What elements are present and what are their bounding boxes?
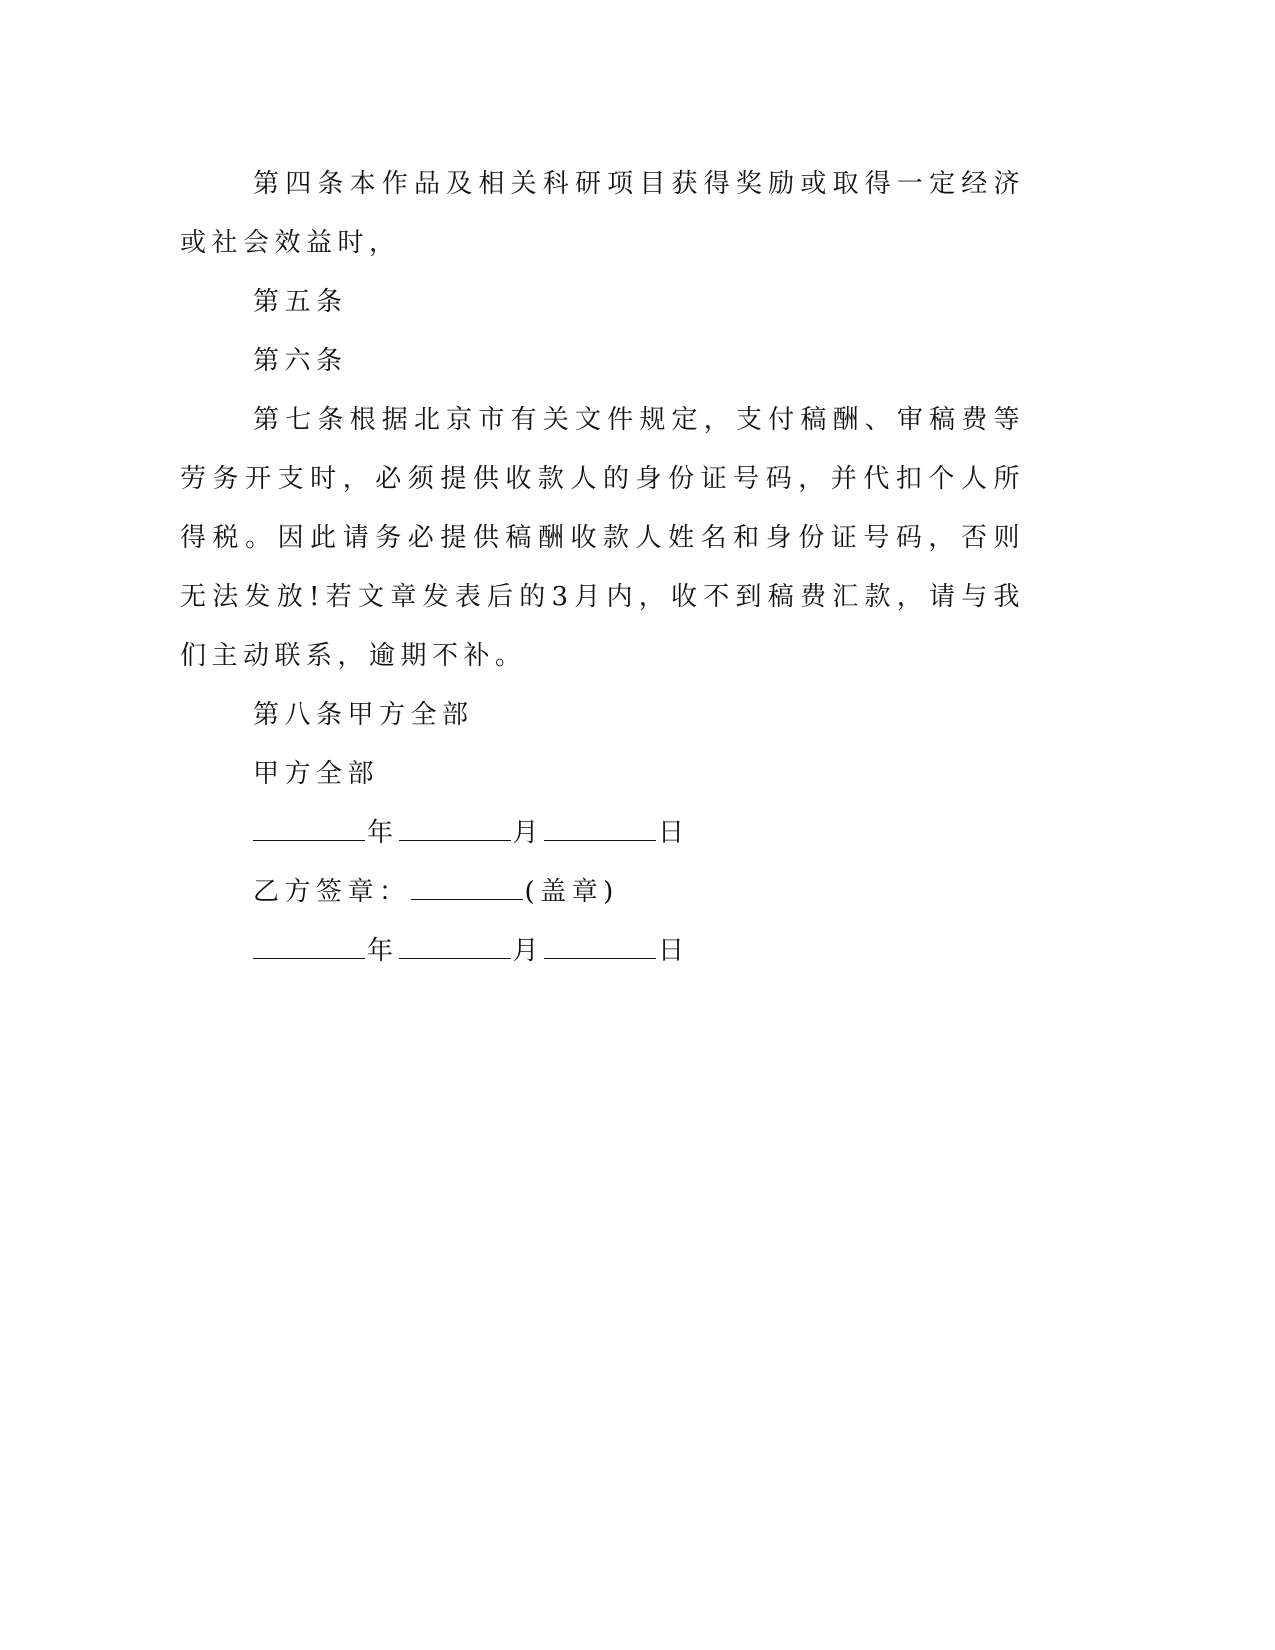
article-8-paragraph: 第八条甲方全部 xyxy=(253,700,474,730)
day-blank xyxy=(544,928,656,959)
day-blank xyxy=(544,810,656,841)
month-blank xyxy=(399,810,511,841)
signature-blank xyxy=(411,869,523,900)
month-label: 月 xyxy=(512,936,545,966)
year-blank xyxy=(253,810,365,841)
article-4-paragraph: 第四条本作品及相关科研项目获得奖励或取得一定经济或社会效益时， xyxy=(180,169,1025,258)
seal-label: (盖章) xyxy=(524,877,619,907)
year-blank xyxy=(253,928,365,959)
document-page xyxy=(180,155,1025,981)
article-5-heading: 第五条 xyxy=(253,287,348,317)
month-blank xyxy=(399,928,511,959)
party-a-line: 甲方全部 xyxy=(253,759,380,789)
party-b-signature-line xyxy=(180,863,1025,922)
date-line-party-a xyxy=(180,804,1025,863)
article-7-paragraph: 第七条根据北京市有关文件规定，支付稿酬、审稿费等劳务开支时，必须提供收款人的身份证号码，并代扣个人所得税。因此请务必提供稿酬收款人姓名和身份证号码，否则无法发放!若文章发表后的3月内，收不到稿费汇款，请与我们主动联系，逾期不补。 xyxy=(180,405,1025,671)
date-line-party-b xyxy=(180,922,1025,981)
party-b-signature-label: 乙方签章： xyxy=(253,877,411,907)
article-6-heading: 第六条 xyxy=(253,346,348,376)
month-label: 月 xyxy=(512,818,545,848)
year-label: 年 xyxy=(367,818,399,848)
day-label: 日 xyxy=(658,936,690,966)
day-label: 日 xyxy=(658,818,690,848)
year-label: 年 xyxy=(367,936,399,966)
